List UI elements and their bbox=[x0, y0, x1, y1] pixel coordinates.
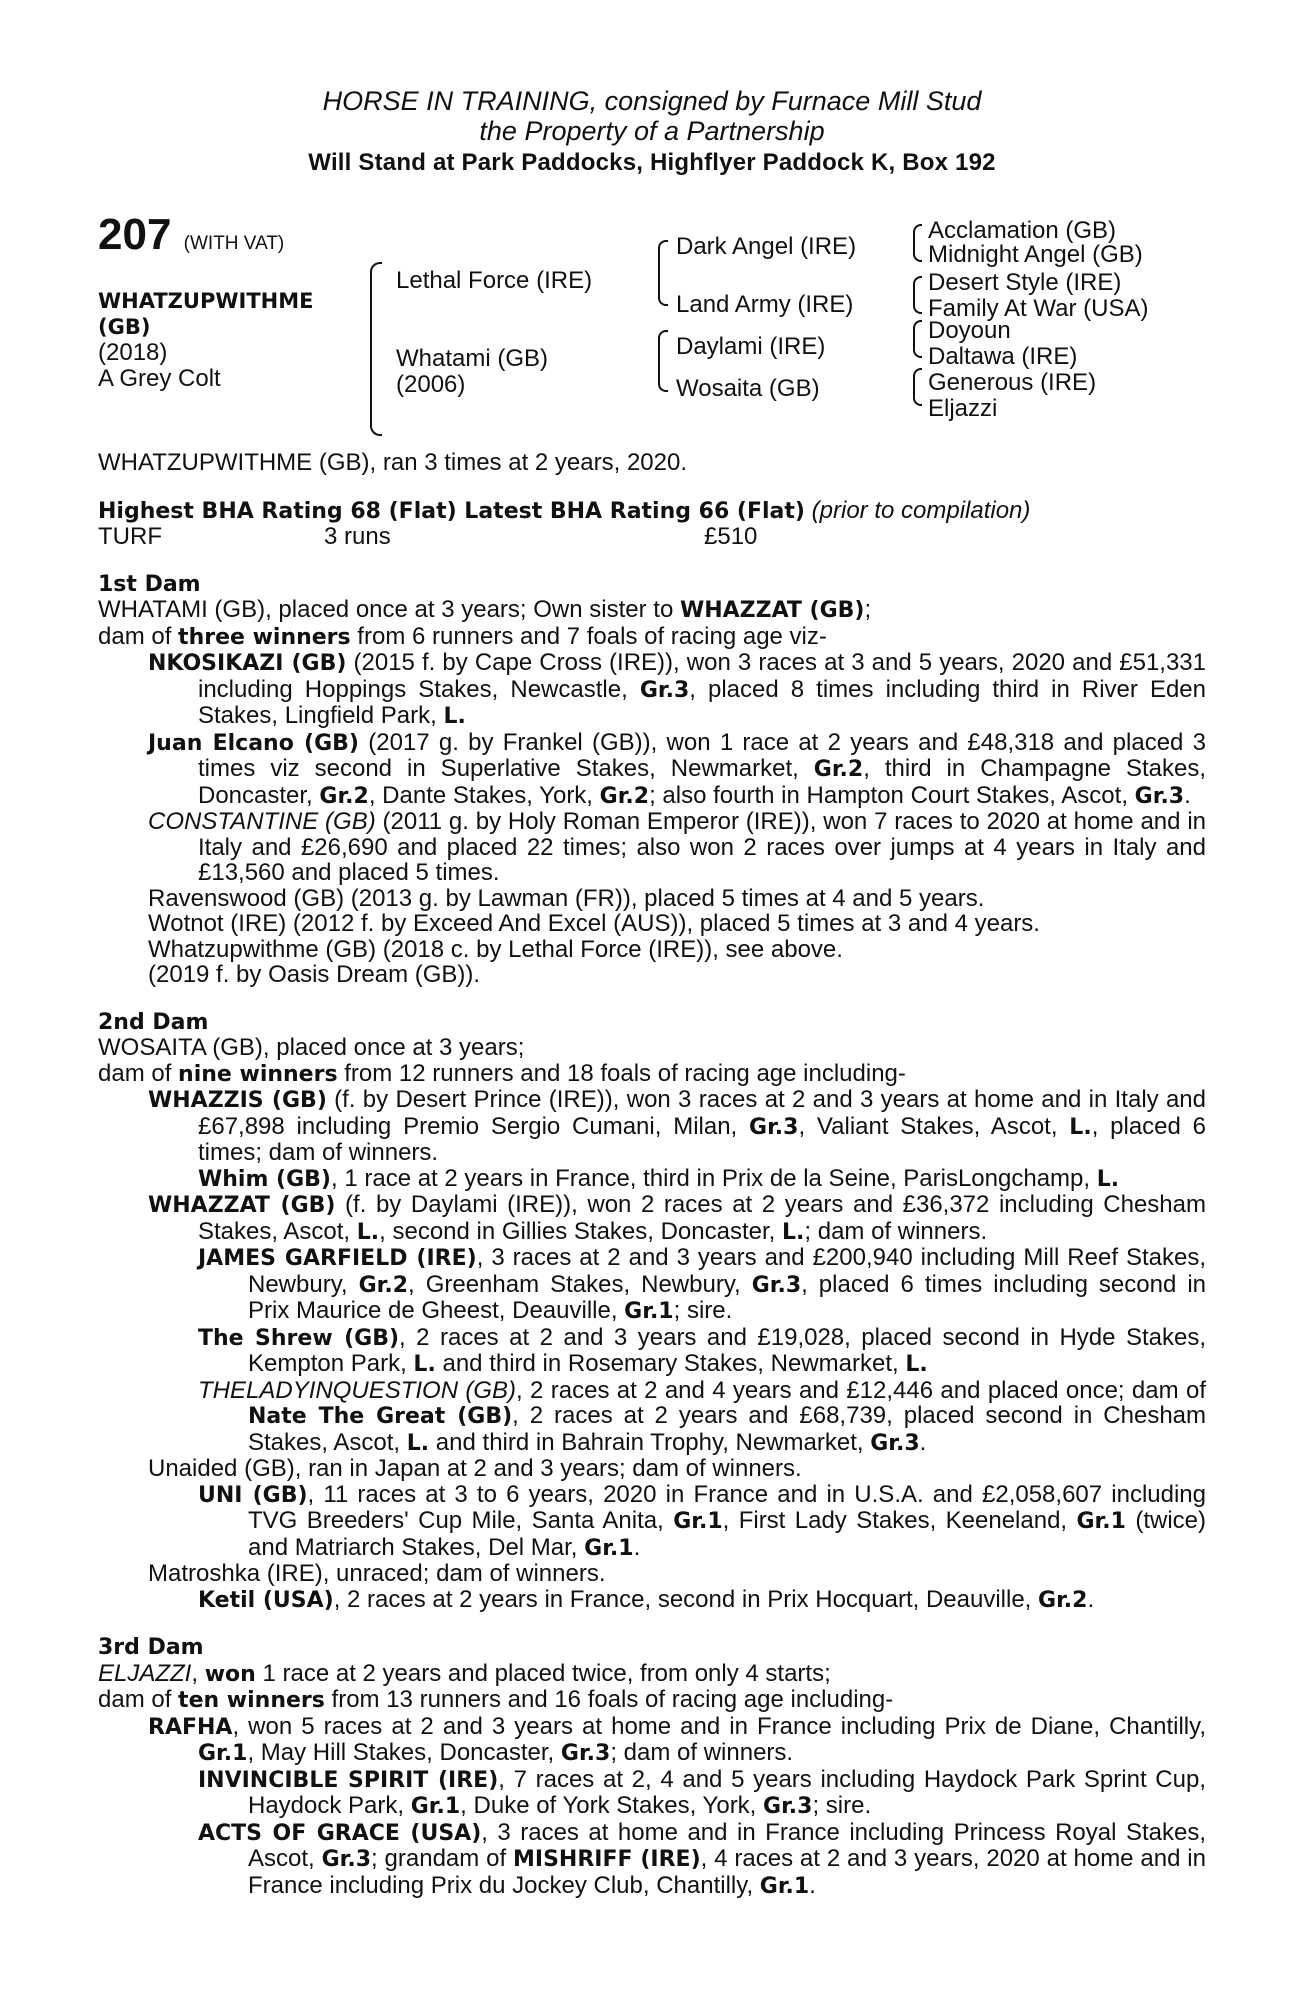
dam-dam-dam: Eljazzi bbox=[928, 395, 998, 422]
produce-entry: Juan Elcano (GB) (2017 g. by Frankel (GB)), won 1 race at 2 years and £48,318 and placed 3 times viz second in Superlative Stakes, Newmarket, Gr.2, third in Champagne Stakes, Doncaster, Gr.2, Dante Stakes, York, Gr.2; also fourth in Hampton Court Stakes, Ascot, Gr.3. bbox=[148, 728, 1206, 809]
produce-entry: WHAZZIS (GB) (f. by Desert Prince (IRE)), won 3 races at 2 and 3 years at home and in Italy and £67,898 including Premio Sergio Cumani, Milan, Gr.3, Valiant Stakes, Ascot, L., placed 6 times; dam of winners. bbox=[148, 1086, 1207, 1166]
dam-dam-sire: Generous (IRE) bbox=[928, 369, 1097, 396]
produce-entry: Ketil (USA), 2 races at 2 years in France, second in Prix Hocquart, Deauville, Gr.2. bbox=[198, 1585, 1095, 1613]
dam: Whatami (GB) bbox=[396, 345, 549, 372]
brace-gen2-sire bbox=[658, 240, 668, 306]
rating-note: (prior to compilation) bbox=[811, 496, 1031, 524]
rating-block bbox=[98, 498, 1206, 550]
sire-sire: Dark Angel (IRE) bbox=[676, 233, 857, 260]
dam-dam: Wosaita (GB) bbox=[676, 375, 820, 402]
sire-dam-sire: Desert Style (IRE) bbox=[928, 269, 1122, 296]
consignor-line: HORSE IN TRAINING, consigned by Furnace Mill Stud bbox=[322, 86, 982, 116]
produce-entry: Wotnot (IRE) (2012 f. by Exceed And Excel (AUS)), placed 5 times at 3 and 4 years. bbox=[148, 910, 1040, 937]
brace-gen1 bbox=[370, 262, 382, 436]
section-title: 1st Dam bbox=[98, 571, 201, 597]
header bbox=[98, 86, 1206, 178]
sire-dam: Land Army (IRE) bbox=[676, 291, 854, 318]
pedigree-block bbox=[98, 210, 1206, 448]
horse-description: A Grey Colt bbox=[98, 365, 221, 392]
brace-gen2-dam bbox=[658, 330, 668, 392]
sire-dam-dam: Family At War (USA) bbox=[928, 295, 1149, 322]
second-dam-section: 2nd Dam WOSAITA (GB), placed once at 3 years; dam of nine winners from 12 runners and 18 foals of racing age including- WHAZZIS (GB) (f. by Desert Prince (IRE)), won 3 races at 2 and 3 years at home and in Italy and £67,898 including Premio Sergio Cumani, Milan, Gr.3, Valiant Stakes, Ascot, L., placed 6 times; dam of winners. Whim (GB), 1 race at 2 years in France, third in Prix de la Seine, ParisLongchamp, L. WHAZZAT (GB) (f. by Daylami (IRE)), won 2 races at 2 years and £36,372 including Chesham Stakes, Ascot, L., second in Gillies Stakes, Doncaster, L.; dam of winners. JAMES GARFIELD (IRE), 3 races at 2 and 3 years and £200,940 including Mill Reef Stakes, Newbury, Gr.2, Greenham Stakes, Newbury, Gr.3, placed 6 times including second in Prix Maurice de Gheest, Deauville, Gr.1; sire. The Shrew (GB), 2 races at 2 and 3 years and £19,028, placed second in Hyde Stakes, Kempton Park, L. and third in Rosemary Stakes, Newmarket, L. THELADYINQUESTION (GB), 2 races at 2 and 4 years and £12,446 and placed once; dam of Nate The Great (GB), 2 races at 2 years and £68,739, placed second in Chesham Stakes, Ascot, L. and third in Bahrain Trophy, Newmarket, Gr.3. Unaided (GB), ran in Japan at 2 and 3 years; dam of winners. UNI (GB), 11 races at 3 to 6 years, 2020 in France and in U.S.A. and £2,058,607 including TVG Breeders' Cup Mile, Santa Anita, Gr.1, First Lady Stakes, Keeneland, Gr.1 (twice) and Matriarch Stakes, Del Mar, Gr.1. Matroshka (IRE), unraced; dam of winners. Ketil (USA), 2 races at 2 years in France, second in Prix Hocquart, Deauville, Gr.2. bbox=[98, 1009, 1207, 1613]
brace-gen3-2 bbox=[913, 276, 922, 314]
brace-gen3-1 bbox=[913, 224, 922, 262]
produce-entry: RAFHA, won 5 races at 2 and 3 years at home and in France including Prix de Diane, Chantilly, Gr.1, May Hill Stakes, Doncaster, Gr.3; dam of winners. bbox=[148, 1712, 1206, 1766]
brace-gen3-4 bbox=[913, 368, 922, 406]
brace-gen3-3 bbox=[913, 320, 922, 358]
produce-entry: WHAZZAT (GB) (f. by Daylami (IRE)), won 2 races at 2 years and £36,372 including Chesham Stakes, Ascot, L., second in Gillies Stakes, Doncaster, L.; dam of winners. bbox=[148, 1191, 1206, 1245]
rating-text: Highest BHA Rating 68 (Flat) Latest BHA Rating 66 (Flat) bbox=[98, 498, 805, 524]
surface: TURF bbox=[98, 523, 162, 550]
property-line: the Property of a Partnership bbox=[479, 116, 825, 146]
section-title: 2nd Dam bbox=[98, 1009, 209, 1035]
location-line: Will Stand at Park Paddocks, Highflyer Paddock K, Box 192 bbox=[308, 149, 996, 176]
produce-entry: THELADYINQUESTION (GB), 2 races at 2 and 4 years and £12,446 and placed once; dam of Nate The Great (GB), 2 races at 2 years and £68,739, placed second in Chesham Stakes, Ascot, L. and third in Bahrain Trophy, Newmarket, Gr.3. bbox=[198, 1376, 1207, 1456]
produce-entry: JAMES GARFIELD (IRE), 3 races at 2 and 3 years and £200,940 including Mill Reef Stakes, Newbury, Gr.2, Greenham Stakes, Newbury, Gr.3, placed 6 times including second in Prix Maurice de Gheest, Deauville, Gr.1; sire. bbox=[198, 1244, 1206, 1324]
produce-entry: The Shrew (GB), 2 races at 2 and 3 years and £19,028, placed second in Hyde Stakes, Kempton Park, L. and third in Rosemary Stakes, Newmarket, L. bbox=[198, 1323, 1206, 1377]
catalogue-page bbox=[98, 86, 1206, 1899]
produce-entry: UNI (GB), 11 races at 3 to 6 years, 2020 in France and in U.S.A. and £2,058,607 including TVG Breeders' Cup Mile, Santa Anita, Gr.1, First Lady Stakes, Keeneland, Gr.1 (twice) and Matriarch Stakes, Del Mar, Gr.1. bbox=[198, 1480, 1206, 1561]
earnings: £510 bbox=[704, 523, 758, 550]
first-dam-section: 1st Dam WHATAMI (GB), placed once at 3 years; Own sister to WHAZZAT (GB); dam of three winners from 6 runners and 7 foals of racing age viz- NKOSIKAZI (GB) (2015 f. by Cape Cross (IRE)), won 3 races at 3 and 5 years, 2020 and £51,331 including Hoppings Stakes, Newcastle, Gr.3, placed 8 times including third in River Eden Stakes, Lingfield Park, L. Juan Elcano (GB) (2017 g. by Frankel (GB)), won 1 race at 2 years and £48,318 and placed 3 times viz second in Superlative Stakes, Newmarket, Gr.2, third in Champagne Stakes, Doncaster, Gr.2, Dante Stakes, York, Gr.2; also fourth in Hampton Court Stakes, Ascot, Gr.3. CONSTANTINE (GB) (2011 g. by Holy Roman Emperor (IRE)), won 7 races to 2020 at home and in Italy and £26,690 and placed 22 times; also won 2 races over jumps at 4 years in Italy and £13,560 and placed 5 times. Ravenswood (GB) (2013 g. by Lawman (FR)), placed 5 times at 4 and 5 years. Wotnot (IRE) (2012 f. by Exceed And Excel (AUS)), placed 5 times at 3 and 4 years. Whatzupwithme (GB) (2018 c. by Lethal Force (IRE)), see above. (2019 f. by Oasis Dream (GB)). bbox=[98, 571, 1207, 988]
foaling-year: (2018) bbox=[98, 339, 168, 366]
produce-entry: Whatzupwithme (GB) (2018 c. by Lethal Force (IRE)), see above. bbox=[148, 935, 843, 963]
produce-entry: INVINCIBLE SPIRIT (IRE), 7 races at 2, 4 and 5 years including Haydock Park Sprint Cup, Haydock Park, Gr.1, Duke of York Stakes, York, Gr.3; sire. bbox=[198, 1765, 1206, 1819]
produce-entry: Whim (GB), 1 race at 2 years in France, third in Prix de la Seine, ParisLongchamp, L. bbox=[198, 1164, 1120, 1192]
runs: 3 runs bbox=[324, 523, 391, 550]
section-title: 3rd Dam bbox=[98, 1635, 204, 1660]
vat-note: (WITH VAT) bbox=[183, 233, 285, 254]
sire: Lethal Force (IRE) bbox=[396, 267, 593, 294]
dam-sire-sire: Doyoun bbox=[928, 317, 1011, 344]
produce-entry: CONSTANTINE (GB) (2011 g. by Holy Roman Emperor (IRE)), won 7 races to 2020 at home and in Italy and £26,690 and placed 22 times; also won 2 races over jumps at 4 years in Italy and £13,560 and placed 5 times. bbox=[148, 808, 1206, 886]
produce-entry: NKOSIKAZI (GB) (2015 f. by Cape Cross (IRE)), won 3 races at 3 and 5 years, 2020 and £51,331 including Hoppings Stakes, Newcastle, Gr.3, placed 8 times including third in River Eden Stakes, Lingfield Park, L. bbox=[148, 649, 1207, 729]
dam-year: (2006) bbox=[396, 371, 466, 398]
lot-number: 207 (WITH VAT) bbox=[98, 210, 285, 259]
horse-origin: (GB) bbox=[98, 315, 151, 339]
third-dam-section: 3rd Dam ELJAZZI, won 1 race at 2 years and placed twice, from only 4 starts; dam of ten winners from 13 runners and 16 foals of racing age including- RAFHA, won 5 races at 2 and 3 years at home and in France including Prix de Diane, Chantilly, Gr.1, May Hill Stakes, Doncaster, Gr.3; dam of winners. INVINCIBLE SPIRIT (IRE), 7 races at 2, 4 and 5 years including Haydock Park Sprint Cup, Haydock Park, Gr.1, Duke of York Stakes, York, Gr.3; sire. ACTS OF GRACE (USA), 3 races at home and in France including Princess Royal Stakes, Ascot, Gr.3; grandam of MISHRIFF (IRE), 4 races at 2 and 3 years, 2020 at home and in France including Prix du Jockey Club, Chantilly, Gr.1. bbox=[98, 1635, 1206, 1899]
horse-name: WHATZUPWITHME bbox=[98, 289, 314, 313]
dam-sire-dam: Daltawa (IRE) bbox=[928, 343, 1078, 370]
dam-sire: Daylami (IRE) bbox=[676, 333, 826, 360]
produce-entry: Unaided (GB), ran in Japan at 2 and 3 years; dam of winners. bbox=[148, 1455, 802, 1482]
race-summary: WHATZUPWITHME (GB), ran 3 times at 2 years, 2020. bbox=[98, 449, 688, 476]
produce-entry: (2019 f. by Oasis Dream (GB)). bbox=[148, 961, 481, 988]
produce-entry: Ravenswood (GB) (2013 g. by Lawman (FR)), placed 5 times at 4 and 5 years. bbox=[148, 884, 985, 912]
sire-sire-dam: Midnight Angel (GB) bbox=[928, 241, 1143, 268]
produce-entry: Matroshka (IRE), unraced; dam of winners. bbox=[148, 1560, 606, 1587]
produce-entry: ACTS OF GRACE (USA), 3 races at home and in France including Princess Royal Stakes, Ascot, Gr.3; grandam of MISHRIFF (IRE), 4 races at 2 and 3 years, 2020 at home and in France including Prix du Jockey Club, Chantilly, Gr.1. bbox=[198, 1818, 1206, 1899]
sire-sire-sire: Acclamation (GB) bbox=[928, 217, 1117, 244]
